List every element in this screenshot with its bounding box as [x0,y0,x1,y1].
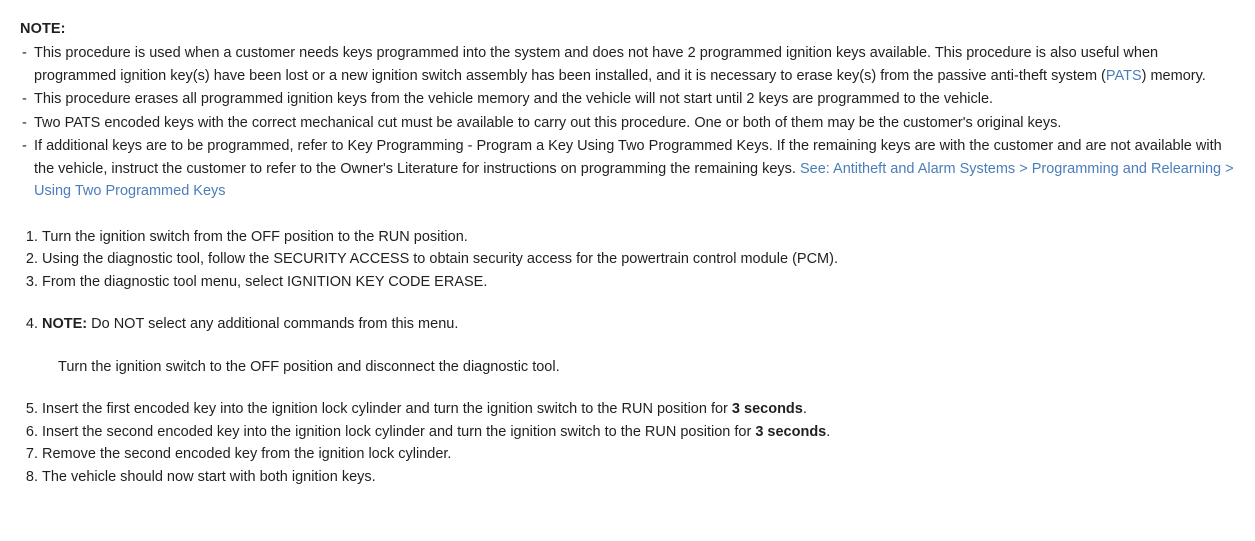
step-1 [20,226,1237,248]
note-bullet-3 [20,112,1237,134]
step-5-duration: 3 seconds [731,401,803,418]
note-bullet-1 [20,42,1237,87]
spacer [20,293,1237,313]
note-bullet-1-text-post: ) memory. [1141,67,1206,84]
spacer [20,336,1237,356]
antitheft-programming-link[interactable]: See: Antitheft and Alarm Systems > Programming and Relearning > Using Two Programmed Keys [34,160,1234,200]
step-2-text: Using the diagnostic tool, follow the SECURITY ACCESS to obtain security access for the powertrain control module (PCM). [42,251,838,268]
note-bullet-1-text-pre: This procedure is used when a customer needs keys programmed into the system and does not have 2 programmed ignition keys available. This procedure is also useful when programmed ignition key(s) have been lost or a new ignition switch assembly has been installed, and it is necessary to erase key(s) from the passive anti-theft system ( [34,45,1159,84]
step-3 [20,271,1237,293]
note-bullet-list [20,42,1237,202]
step-8-number: 8. [25,468,38,485]
pats-link[interactable]: PATS [1105,67,1142,84]
step-6 [20,421,1237,443]
step-2 [20,248,1237,270]
step-7-text: Remove the second encoded key from the ignition lock cylinder. [42,446,452,463]
bullet-dash: - [22,91,27,108]
bullet-dash: - [22,114,27,131]
step-4-number: 4. [25,316,38,333]
note-bullet-2 [20,88,1237,110]
spacer [20,204,1237,226]
step-8 [20,466,1237,488]
step-3-text: From the diagnostic tool menu, select IGNITION KEY CODE ERASE. [42,273,488,290]
step-5-text-post: . [802,401,807,418]
bullet-dash: - [22,138,27,155]
bullet-dash: - [22,45,27,62]
step-5-text-pre: Insert the first encoded key into the ignition lock cylinder and turn the ignition switch to the RUN position for [42,401,732,418]
note-bullet-3-text: Two PATS encoded keys with the correct mechanical cut must be available to carry out this procedure. One or both of them may be the customer's original keys. [34,114,1062,131]
step-5 [20,398,1237,420]
note-heading: NOTE: [20,21,66,37]
step-8-text: The vehicle should now start with both ignition keys. [42,468,376,485]
note-bullet-2-text: This procedure erases all programmed ignition keys from the vehicle memory and the vehicle will not start until 2 keys are programmed to the vehicle. [34,91,994,108]
step-1-number: 1. [25,228,38,245]
note-bullet-4-text: If additional keys are to be programmed, refer to Key Programming - Program a Key Using Two Programmed Keys. If the remaining keys are with the customer and are not available with the vehicle, instruct the customer to refer to the Owner's Literature for instructions on programming the remaining keys. [34,138,1222,177]
step-4-paragraph: Turn the ignition switch to the OFF position and disconnect the diagnostic tool. [58,358,560,375]
step-3-number: 3. [25,273,38,290]
step-1-text: Turn the ignition switch from the OFF position to the RUN position. [42,228,468,245]
step-7-number: 7. [25,446,38,463]
procedure-steps-bottom [20,398,1237,488]
note-bullet-4 [20,135,1237,202]
step-6-text-pre: Insert the second encoded key into the ignition lock cylinder and turn the ignition switch to the RUN position for [42,423,756,440]
step-4 [20,313,1237,335]
step-7 [20,443,1237,465]
step-2-number: 2. [25,251,38,268]
step-6-text-post: . [826,423,831,440]
procedure-steps-top [20,226,1237,293]
step-4-note-label: NOTE: [42,316,88,333]
step-4-text: Do NOT select any additional commands from this menu. [87,316,459,333]
step-6-duration: 3 seconds [755,423,827,440]
step-5-number: 5. [25,401,38,418]
step-6-number: 6. [25,423,38,440]
spacer [20,378,1237,398]
